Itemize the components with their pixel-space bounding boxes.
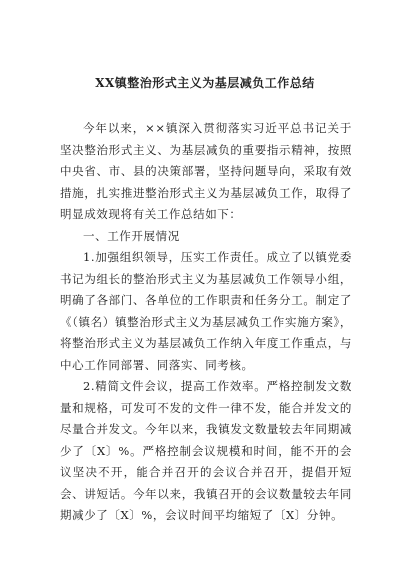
document-body: [60, 118, 352, 527]
document-title: XX镇整治形式主义为基层减负工作总结: [95, 76, 315, 90]
body-paragraph: 1.加强组织领导，压实工作责任。成立了以镇党委书记为组长的整治形式主义为基层减负工作领导小组，明确了各部门、各单位的工作职责和任务分工。制定了《（镇名）镇整治形式主义为基层减负工作实施方案》，将整治形式主义为基层减负工作纳入年度工作重点，与中心工作同部署、同落实、同考核。: [60, 250, 352, 372]
intro-paragraph: 今年以来，××镇深入贯彻落实习近平总书记关于坚决整治形式主义、为基层减负的重要指示精神，按照中央省、市、县的决策部署，坚持问题导向，采取有效措施，扎实推进整治形式主义为基层减负工作，取得了明显成效现将有关工作总结如下：: [60, 121, 352, 221]
section-heading: 一、工作开展情况: [83, 228, 180, 243]
body-paragraph: 2.精简文件会议，提高工作效率。严格控制发文数量和规格，可发可不发的文件一律不发，能合并发文的尽量合并发文。今年以来，我镇发文数量较去年同期减少了〔X〕%。严格控制会议规模和时间，能不开的会议坚决不开，能合并召开的会议合并召开，提倡开短会、讲短话。今年以来，我镇召开的会议数量较去年同期减少了〔X〕%，会议时间平均缩短了〔X〕分钟。: [60, 379, 352, 522]
